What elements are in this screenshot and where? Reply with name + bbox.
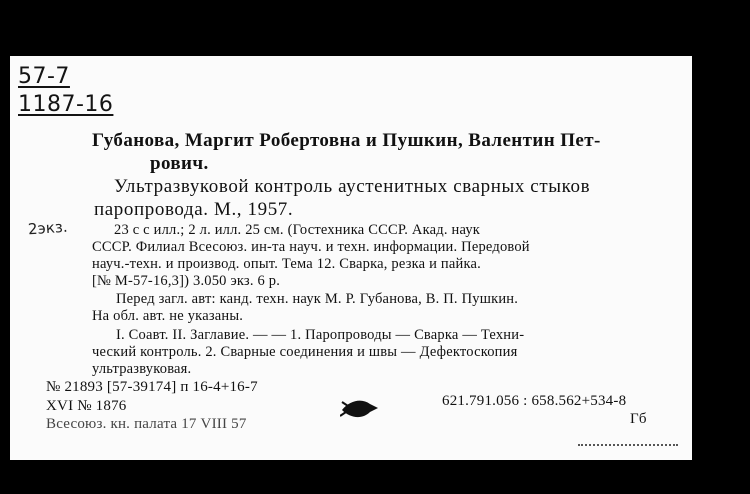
- subject-line-1: I. Соавт. II. Заглавие. — — 1. Паропроводы — Сварка — Техни-: [116, 327, 525, 343]
- title-line-2: паропровода. М., 1957.: [94, 199, 294, 220]
- author-line-1: Губанова, Маргит Робертовна и Пушкин, Валентин Пет-: [92, 130, 601, 151]
- catalog-card: [10, 56, 692, 460]
- note-line-2: На обл. авт. не указаны.: [92, 308, 244, 324]
- call-number-bottom: 1187-16: [18, 92, 114, 117]
- description-line-3: науч.-техн. и производ. опыт. Тема 12. Сварка, резка и пайка.: [92, 256, 481, 272]
- series-line: XVI № 1876: [46, 398, 127, 414]
- note-line-1: Перед загл. авт: канд. техн. наук М. Р. Губанова, В. П. Пушкин.: [116, 291, 519, 307]
- call-number-top: 57-7: [18, 64, 70, 89]
- margin-note: 2экз.: [27, 217, 69, 239]
- subject-line-3: ультразвуковая.: [92, 361, 192, 377]
- title-line-1: Ультразвуковой контроль аустенитных сварных стыков: [114, 176, 591, 197]
- subject-line-2: ческий контроль. 2. Сварные соединения и швы — Дефектоскопия: [92, 344, 518, 360]
- dotted-rule: [578, 440, 678, 446]
- udc-suffix: Гб: [630, 411, 647, 427]
- udc-code: 621.791.056 : 658.562+534-8: [442, 393, 627, 409]
- registration-line: № 21893 [57-39174] п 16-4+16-7: [46, 379, 258, 395]
- description-line-4: [№ М-57-16,3]) 3.050 экз. 6 р.: [92, 273, 281, 289]
- stamp-mark-icon: [340, 396, 380, 422]
- author-line-2: рович.: [150, 153, 209, 174]
- description-line-2: СССР. Филиал Всесоюз. ин-та науч. и техн. информации. Передовой: [92, 239, 530, 255]
- publisher-line: Всесоюз. кн. палата 17 VIII 57: [46, 416, 247, 432]
- description-line-1: 23 с с илл.; 2 л. илл. 25 см. (Гостехника СССР. Акад. наук: [114, 222, 481, 238]
